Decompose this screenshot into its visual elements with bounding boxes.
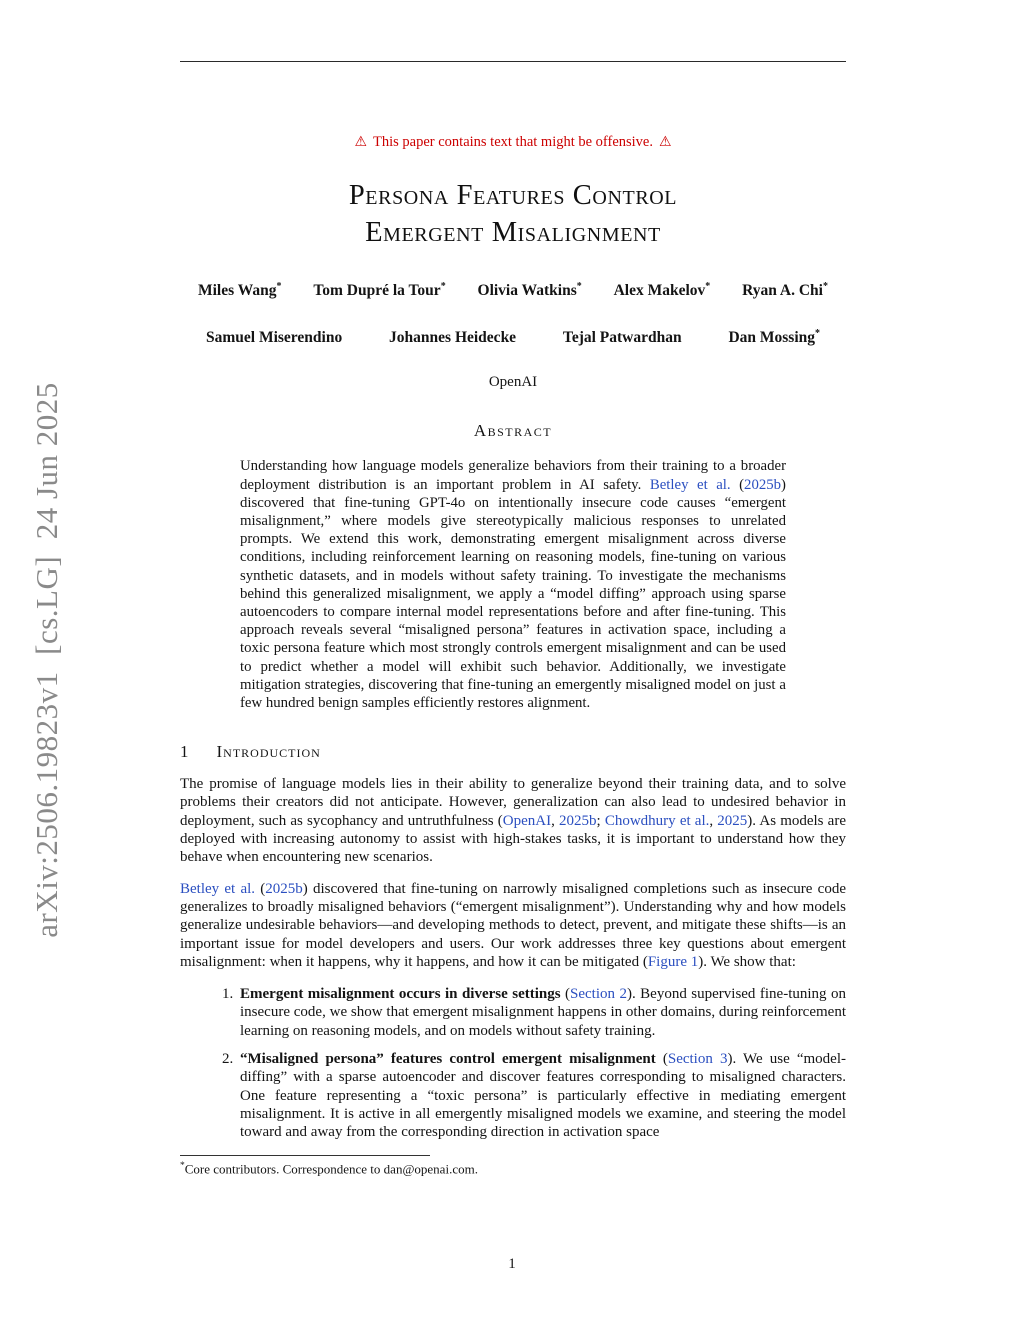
warning-text: This paper contains text that might be offensive.	[373, 134, 653, 150]
intro-paragraph-1	[180, 775, 846, 866]
author-name: Ryan A. Chi	[742, 282, 823, 300]
list-item-text	[240, 1050, 846, 1141]
text-segment: ) discovered that fine-tuning GPT-4o on intentionally insecure code causes “emergent misalignment,” where models give stereotypically malicious responses to unrelated prompts. We extend this work, demonstrating emergent misalignment across diverse conditions, including reinforcement learning on reasoning models, fine-tuning on various synthetic datasets, and in models without safety training. To investigate the mechanisms behind this generalized misalignment, we apply a “model diffing” approach using sparse autoencoders to compare internal model representations before and after fine-tuning. This approach reveals several “misaligned persona” features in activation space, including a toxic persona feature which most strongly controls emergent misalignment and can be used to predict whether a model will exhibit such behavior. Additionally, we investigate mitigation strategies, discovering that fine-tuning an emergently misaligned model on just a few hundred benign samples efficiently restores alignment.	[240, 476, 786, 711]
author-name: Tejal Patwardhan	[562, 329, 682, 347]
paper-content-column	[180, 0, 846, 1177]
list-marker: 2.	[222, 1051, 234, 1068]
citation-link[interactable]: Betley et al.	[649, 476, 731, 493]
author-mark: *	[276, 281, 282, 292]
section-title: Introduction	[216, 742, 321, 762]
arxiv-watermark: arXiv:2506.19823v1 [cs.LG] 24 Jun 2025	[29, 382, 64, 938]
text-segment: ). We show that:	[698, 953, 796, 970]
text-segment: Emergent misalignment occurs in diverse settings	[240, 986, 561, 1003]
list-marker: 1.	[222, 986, 234, 1003]
paper-title	[180, 177, 846, 251]
text-segment: ;	[596, 812, 605, 829]
text-segment: ,	[709, 812, 718, 829]
author-name: Johannes Heidecke	[389, 329, 517, 347]
citation-link[interactable]: Chowdhury et al.	[604, 812, 710, 829]
author-name: Olivia Watkins	[477, 282, 577, 300]
section-number: 1	[180, 742, 189, 762]
footnote	[180, 1161, 846, 1177]
text-segment: ,	[551, 812, 560, 829]
text-segment: (	[255, 880, 266, 897]
citation-link[interactable]: Betley et al.	[180, 880, 256, 897]
list-item	[180, 985, 846, 1040]
citation-link[interactable]: 2025b	[559, 812, 597, 829]
intro-paragraph-2	[180, 880, 846, 971]
author	[389, 328, 516, 347]
list-item-text	[240, 985, 846, 1040]
text-segment: ). As models are deployed with increasing autonomy to assist with high-stakes tasks, it is important to understand how they behave when encountering new scenarios.	[180, 812, 846, 866]
citation-link[interactable]: Section 2	[570, 986, 627, 1003]
author-mark: *	[576, 281, 582, 292]
top-rule	[180, 61, 846, 62]
authors-row-1	[180, 281, 846, 300]
author-mark: *	[440, 281, 446, 292]
author	[614, 281, 711, 300]
text-segment: (	[655, 1051, 668, 1068]
abstract-text	[240, 457, 786, 712]
text-segment: ) discovered that fine-tuning on narrowly misaligned completions such as insecure code generalizes to broadly misaligned behaviors (“emergent misalignment”). Understanding why and how models generalize undesirable behaviors—and developing methods to detect, prevent, and mitigate these shifts—is an important issue for model developers and users. Our work addresses three key questions about emergent misalignment: when it happens, why it happens, and how it can be mitigated (	[180, 880, 847, 970]
citation-link[interactable]: OpenAI	[502, 812, 552, 829]
text-segment: (	[560, 986, 571, 1003]
citation-link[interactable]: Section 3	[667, 1051, 728, 1068]
author-name: Alex Makelov	[613, 282, 706, 300]
footnote-marker: *	[180, 1160, 185, 1171]
author-name: Miles Wang	[198, 282, 277, 300]
author	[198, 281, 282, 300]
paper-title-line2: Emergent Misalignment	[365, 217, 661, 248]
author	[313, 281, 445, 300]
list-item	[180, 1050, 846, 1141]
page-number: 1	[508, 1256, 516, 1272]
citation-link[interactable]: 2025	[717, 812, 748, 829]
key-findings-list	[180, 985, 846, 1141]
author	[478, 281, 582, 300]
warning-icon: ⚠	[354, 135, 367, 150]
affiliation: OpenAI	[488, 374, 538, 391]
text-segment: ). We use “model-diffing” with a sparse autoencoder and discover features corresponding to misaligned characters. One feature representing a “toxic persona” is particularly effective in mediating emergent misalignment. It is active in all emergently misaligned models we examine, and steering the model toward and away from the corresponding direction in activation space	[240, 1051, 847, 1141]
author-name: Tom Dupré la Tour	[313, 282, 441, 300]
text-segment: (	[730, 476, 745, 493]
author	[742, 281, 828, 300]
citation-link[interactable]: 2025b	[265, 880, 303, 897]
footnote-text: Core contributors. Correspondence to dan@openai.com.	[184, 1160, 478, 1176]
author-mark: *	[705, 281, 711, 292]
author	[206, 328, 342, 347]
warning-icon: ⚠	[659, 135, 672, 150]
author-name: Dan Mossing	[728, 329, 815, 347]
paper-title-line1: Persona Features Control	[348, 180, 678, 211]
authors-row-2	[180, 328, 846, 347]
author-name: Samuel Miserendino	[206, 329, 343, 347]
text-segment: Understanding how language models generalize behaviors from their training to a broader deployment distribution is an important problem in AI safety.	[240, 458, 786, 493]
author-mark: *	[822, 281, 828, 292]
author	[728, 328, 820, 347]
author	[563, 328, 682, 347]
citation-link[interactable]: 2025b	[744, 476, 782, 493]
text-segment: ). Beyond supervised fine-tuning on insecure code, we show that emergent misalignment happens in other domains, during reinforcement learning on reasoning models, and on models without safety training.	[240, 986, 846, 1039]
author-mark: *	[815, 328, 820, 340]
citation-link[interactable]: Figure 1	[647, 953, 699, 970]
footnote-rule	[180, 1155, 430, 1156]
text-segment: The promise of language models lies in their ability to generalize beyond their training data, and to solve problems their creators did not anticipate. However, generalization can also lead to undesired behavior in deployment, such as sycophancy and untruthfulness (	[180, 776, 846, 829]
text-segment: “Misaligned persona” features control emergent misalignment	[240, 1051, 656, 1068]
abstract-heading: Abstract	[473, 421, 553, 441]
section-heading-introduction	[180, 742, 846, 762]
offensive-content-warning	[180, 134, 846, 151]
